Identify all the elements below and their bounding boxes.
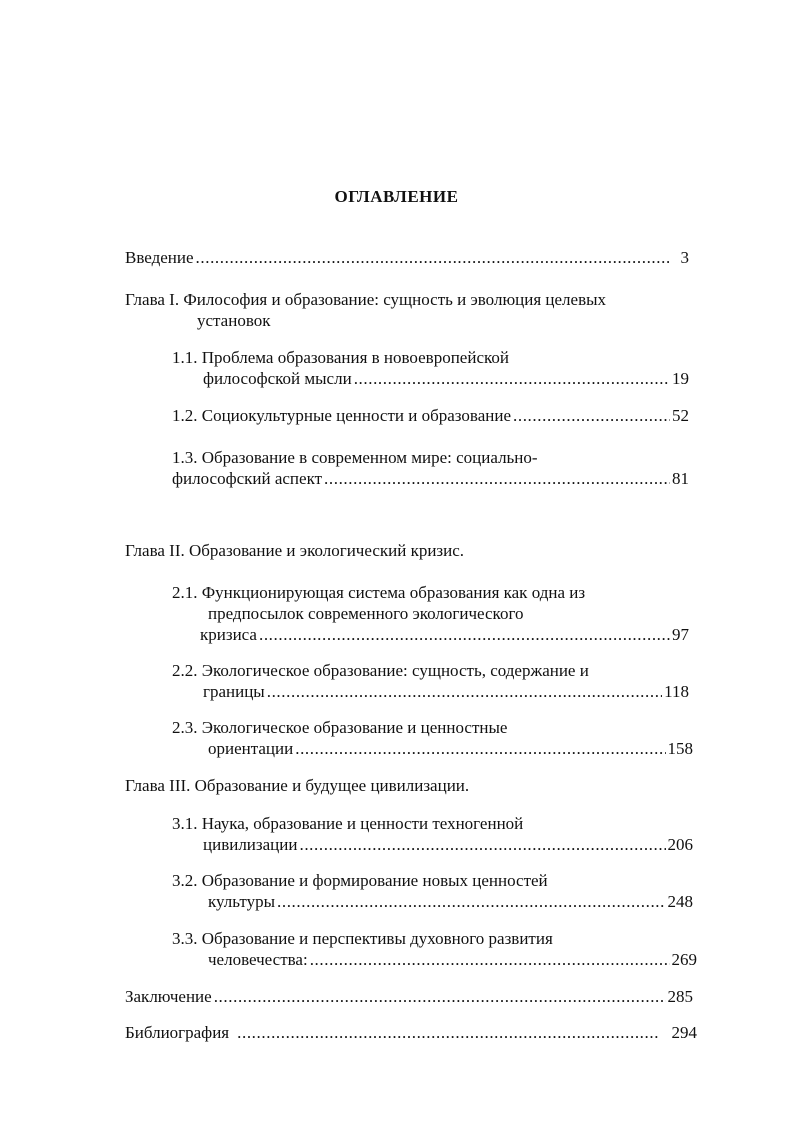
chapter1-title-line2: установок <box>197 311 271 330</box>
section-1-2-page: 52 <box>672 406 689 425</box>
dot-leader <box>196 248 669 268</box>
section-2-3-line2-text: ориентации <box>208 739 294 758</box>
section-2-1-page: 97 <box>672 625 689 644</box>
section-2-3-page: 158 <box>667 739 693 758</box>
section-1-1-line1: 1.1. Проблема образования в новоевропейской <box>172 348 509 367</box>
section-1-1-line2-text: философской мысли <box>203 369 352 388</box>
chapter2-title: Глава II. Образование и экологический кризис. <box>125 541 465 560</box>
section-2-3-line2 <box>208 739 693 759</box>
dot-leader <box>324 469 670 489</box>
dot-leader <box>267 682 662 702</box>
section-2-2-page: 118 <box>664 682 689 701</box>
section-3-1-line1: 3.1. Наука, образование и ценности техногенной <box>172 814 524 833</box>
section-2-1-line2: предпосылок современного экологического <box>208 604 524 623</box>
dot-leader <box>295 739 665 759</box>
section-3-2-page: 248 <box>667 892 693 911</box>
section-3-3-line1: 3.3. Образование и перспективы духовного развития <box>172 929 553 948</box>
dot-leader <box>259 625 670 645</box>
section-2-1-line3-text: кризиса <box>200 625 257 644</box>
section-2-1-line3 <box>200 625 689 645</box>
chapter3-title: Глава III. Образование и будущее цивилизации. <box>125 776 470 795</box>
section-1-3-line1: 1.3. Образование в современном мире: социально- <box>172 448 538 467</box>
toc-entry-conclusion-page: 285 <box>667 987 693 1006</box>
section-3-2-line2-text: культуры <box>208 892 275 911</box>
section-2-2-line2-text: границы <box>203 682 265 701</box>
toc-entry-conclusion <box>125 987 693 1007</box>
dot-leader <box>237 1023 659 1043</box>
toc-entry-bibliography <box>125 1023 697 1043</box>
dot-leader <box>299 835 665 855</box>
section-3-3-page: 269 <box>671 950 697 969</box>
section-3-1-line2 <box>203 835 693 855</box>
section-2-1-line1: 2.1. Функционирующая система образования как одна из <box>172 583 586 602</box>
section-3-2-line2 <box>208 892 693 912</box>
section-1-2-text: 1.2. Социокультурные ценности и образование <box>172 406 511 425</box>
section-1-3-line2-text: философский аспект <box>172 469 323 488</box>
section-3-3-line2 <box>208 950 697 970</box>
dot-leader <box>310 950 670 970</box>
section-3-1-line2-text: цивилизации <box>203 835 298 854</box>
dot-leader <box>214 987 666 1007</box>
toc-title: ОГЛАВЛЕНИЕ <box>334 187 459 206</box>
dot-leader <box>354 369 670 389</box>
dot-leader <box>277 892 666 912</box>
toc-entry-intro-page: 3 <box>680 248 689 267</box>
section-3-1-page: 206 <box>667 835 693 854</box>
chapter1-title-line1: Глава I. Философия и образование: сущность и эволюция целевых <box>125 290 607 309</box>
section-2-2-line1: 2.2. Экологическое образование: сущность, содержание и <box>172 661 589 680</box>
section-2-3-line1: 2.3. Экологическое образование и ценностные <box>172 718 508 737</box>
toc-entry-intro-text: Введение <box>125 248 194 267</box>
section-1-1-line2 <box>203 369 689 389</box>
toc-entry-conclusion-text: Заключение <box>125 987 212 1006</box>
section-1-2 <box>172 406 689 426</box>
section-2-2-line2 <box>203 682 689 702</box>
section-1-3-line2 <box>172 469 689 489</box>
section-1-1-page: 19 <box>672 369 689 388</box>
dot-leader <box>513 406 670 426</box>
section-3-2-line1: 3.2. Образование и формирование новых ценностей <box>172 871 548 890</box>
toc-entry-intro <box>125 248 689 268</box>
toc-entry-bibliography-text: Библиография <box>125 1023 230 1042</box>
toc-entry-bibliography-page: 294 <box>671 1023 697 1042</box>
section-1-3-page: 81 <box>672 469 689 488</box>
section-3-3-line2-text: человечества: <box>208 950 308 969</box>
